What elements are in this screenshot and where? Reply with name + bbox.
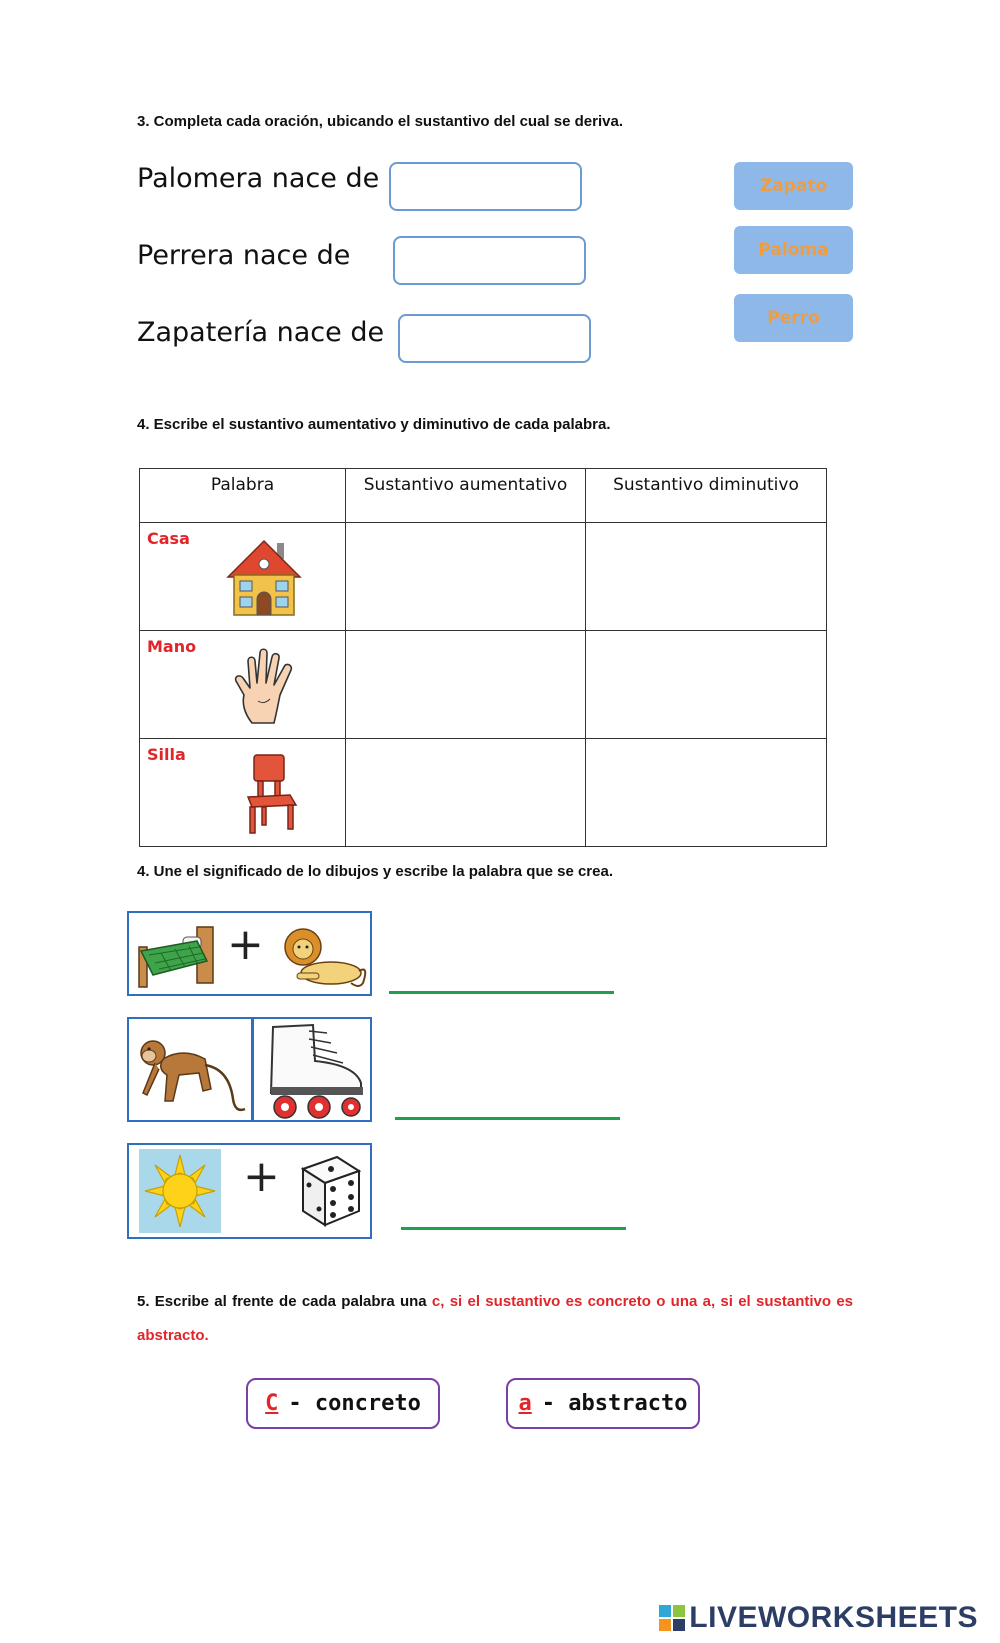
logo-icon [659,1605,685,1631]
plus-sign: + [227,919,264,970]
diminutive-cell[interactable] [586,523,827,631]
bed-icon [135,919,217,991]
answer-input-zapateria[interactable] [398,314,591,363]
option-paloma-button[interactable]: Paloma [734,226,853,274]
section5-heading-black: 5. Escribe al frente de cada palabra una [137,1293,432,1310]
legend-letter: a [518,1391,532,1416]
augmentative-cell[interactable] [346,739,586,847]
table-header-row [140,469,827,523]
word-cell [140,739,346,847]
chair-icon [240,751,298,835]
section5-heading [137,1285,853,1353]
section4b-heading: 4. Une el significado de lo dibujos y escribe la palabra que se crea. [137,863,614,880]
augmentative-cell[interactable] [346,631,586,739]
section3-heading: 3. Completa cada oración, ubicando el sustantivo del cual se deriva. [137,113,623,130]
column-header: Palabra [140,469,346,523]
brand-text: LIVEWORKSHEETS [689,1601,978,1634]
lion-icon [279,921,369,991]
liveworksheets-logo [659,1601,978,1635]
column-header: Sustantivo aumentativo [346,469,586,523]
option-zapato-button[interactable]: Zapato [734,162,853,210]
house-icon [226,537,302,617]
augmentative-cell[interactable] [346,523,586,631]
dice-icon [295,1149,365,1229]
sentence-perrera: Perrera nace de [137,240,351,271]
words-table [139,468,827,847]
column-header: Sustantivo diminutivo [586,469,827,523]
option-perro-button[interactable]: Perro [734,294,853,342]
answer-line-3[interactable] [401,1227,626,1230]
diminutive-cell[interactable] [586,739,827,847]
monkey-icon [133,1029,249,1115]
answer-input-palomera[interactable] [389,162,582,211]
legend-letter: C [265,1391,279,1416]
roller-skate-icon [257,1021,369,1121]
diminutive-cell[interactable] [586,631,827,739]
legend-concreto [246,1378,440,1429]
legend-label: - abstracto [541,1391,688,1416]
legend-abstracto [506,1378,700,1429]
puzzle-card-3 [127,1143,372,1239]
word-cell [140,631,346,739]
table-row [140,739,827,847]
word-label-mano: Mano [147,637,197,656]
hand-icon [230,643,302,727]
word-label-casa: Casa [147,529,190,548]
word-label-silla: Silla [147,745,186,764]
puzzle-card-1 [127,911,372,996]
sun-icon [139,1149,221,1233]
table-row [140,523,827,631]
answer-line-1[interactable] [389,991,614,994]
sentence-zapateria: Zapatería nace de [137,317,385,348]
plus-sign: + [243,1151,280,1202]
sentence-palomera: Palomera nace de [137,163,380,194]
section5-heading-red: c, si el sustantivo es concreto o una a, si el sustantivo es abstracto. [137,1293,854,1344]
section4a-heading: 4. Escribe el sustantivo aumentativo y diminutivo de cada palabra. [137,416,611,433]
table-row [140,631,827,739]
divider [251,1019,254,1120]
legend-label: - concreto [288,1391,421,1416]
word-cell [140,523,346,631]
answer-input-perrera[interactable] [393,236,586,285]
answer-line-2[interactable] [395,1117,620,1120]
puzzle-card-2 [127,1017,372,1122]
